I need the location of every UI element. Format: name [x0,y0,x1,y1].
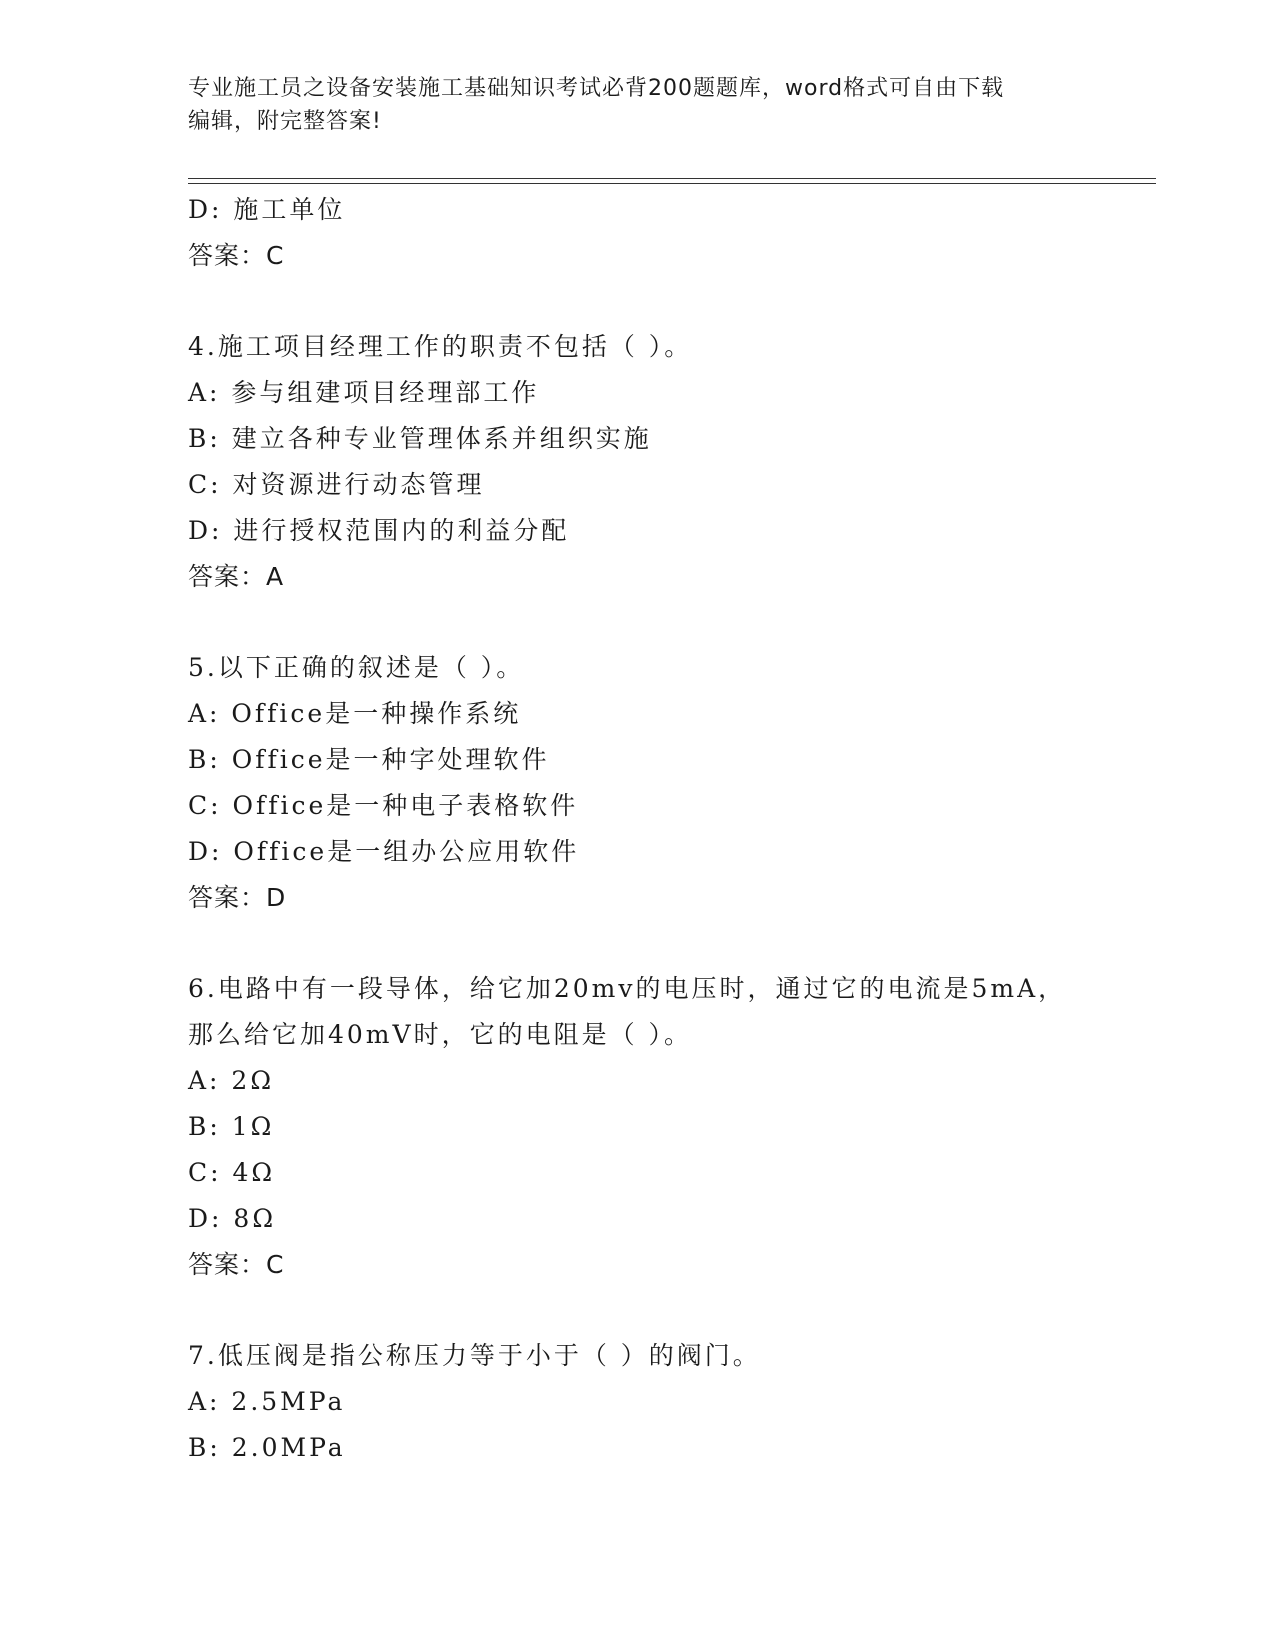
question-stem: 7.低压阀是指公称压力等于小于（ ）的阀门。 [188,1341,761,1370]
header-line-2: 编辑，附完整答案! [188,109,382,134]
option-d: D: 进行授权范围内的利益分配 [188,516,570,545]
option-b: B: 1Ω [188,1112,275,1141]
option-d: D: Office是一组办公应用软件 [188,837,580,866]
header-line-1: 专业施工员之设备安装施工基础知识考试必背200题题库，word格式可自由下载 [188,76,1005,101]
option-a: A: 2Ω [188,1066,275,1095]
spacer [188,279,1156,324]
answer: 答案：D [188,883,287,912]
option-b: B: 2.0MPa [188,1433,346,1462]
question-list [188,187,1156,1471]
header-divider-bottom [188,183,1156,184]
spacer [188,921,1156,966]
question-6 [188,966,1156,1288]
option-a: A: 2.5MPa [188,1387,346,1416]
question-5 [188,645,1156,921]
option-d: D: 施工单位 [188,195,346,224]
header-divider-top [188,178,1156,179]
option-c: C: 对资源进行动态管理 [188,470,485,499]
option-d: D: 8Ω [188,1204,277,1233]
spacer [188,600,1156,645]
document-header [188,72,1088,138]
question-stem: 5.以下正确的叙述是（ ）。 [188,653,525,682]
option-c: C: 4Ω [188,1158,276,1187]
question-stem-line-2: 那么给它加40mV时，它的电阻是（ ）。 [188,1020,693,1049]
answer: 答案：C [188,1250,285,1279]
question-stem-line-1: 6.电路中有一段导体，给它加20mv的电压时，通过它的电流是5mA， [188,974,1067,1003]
question-stem: 4.施工项目经理工作的职责不包括（ ）。 [188,332,693,361]
option-c: C: Office是一种电子表格软件 [188,791,579,820]
question-7 [188,1333,1156,1471]
question-4 [188,324,1156,600]
answer: 答案：C [188,241,285,270]
answer: 答案：A [188,562,285,591]
option-a: A: Office是一种操作系统 [188,699,522,728]
option-b: B: 建立各种专业管理体系并组织实施 [188,424,652,453]
option-b: B: Office是一种字处理软件 [188,745,550,774]
spacer [188,1288,1156,1333]
question-3-tail [188,187,1156,279]
option-a: A: 参与组建项目经理部工作 [188,378,540,407]
